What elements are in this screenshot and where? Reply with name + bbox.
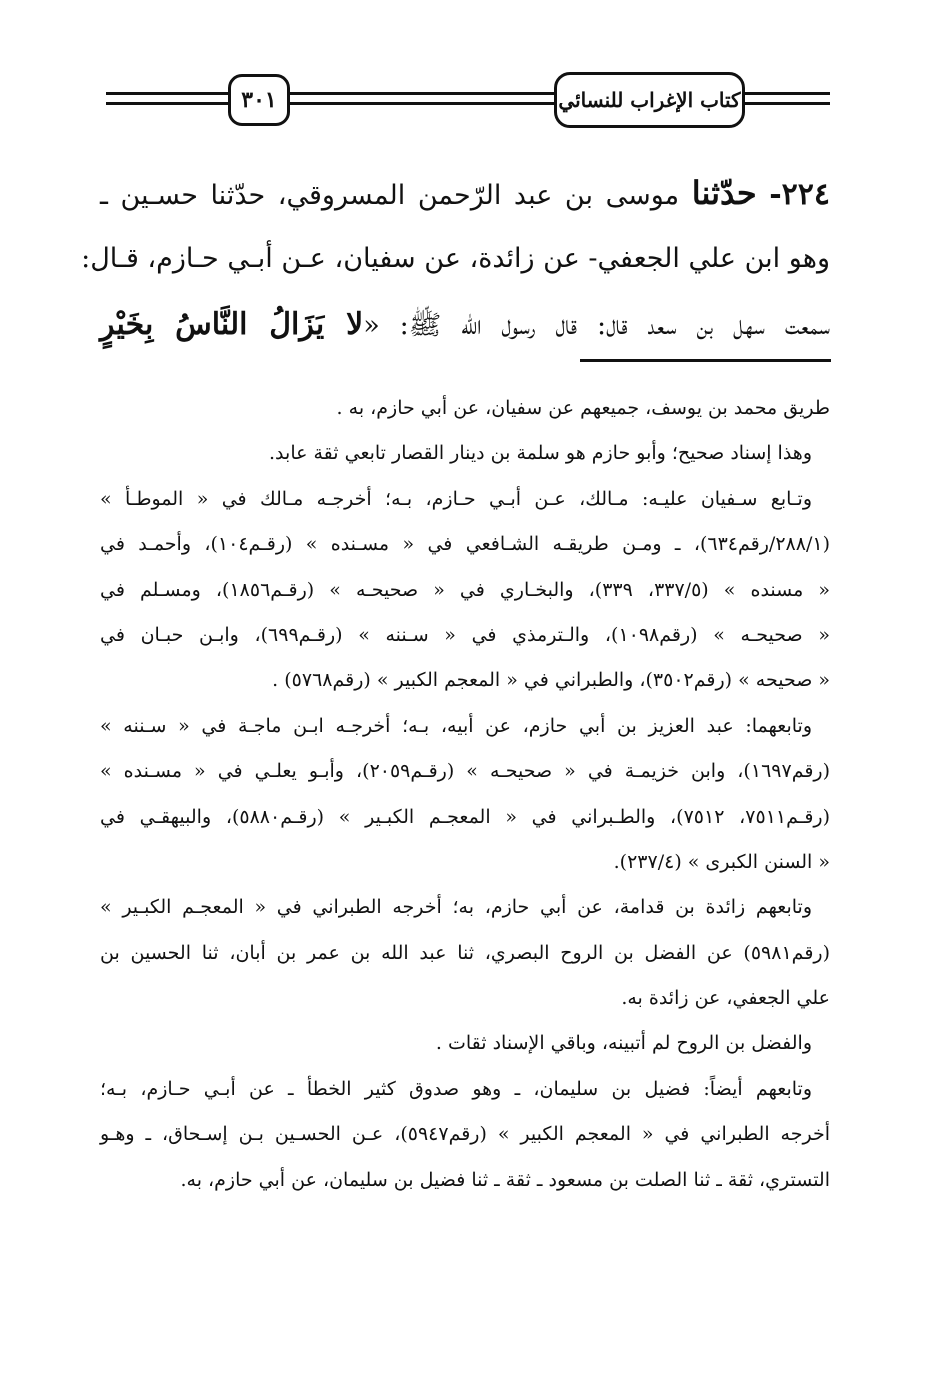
footnote-line: التستري، ثقة ـ ثنا الصلت بن مسعود ـ ثقة ـ ثنا فضيل بن سليمان، عن أبي حازم، به. [180, 1168, 830, 1191]
hadith-text [81, 160, 830, 358]
footnote-line: « صحيحـه » (رقم١٠٩٨)، والـترمذي في « سـننه » (رقـم٦٩٩)، وابـن حبـان في [100, 623, 830, 646]
page-number: ٣٠١ [241, 87, 277, 113]
hadith-matn: لا يَزَالُ النَّاسُ بِخَيْرٍ [100, 307, 364, 342]
footnote-line: (رقـم٧٥١١، ٧٥١٢)، والطـبراني في « المعجـم الكبـير » (رقـم٥٨٨٠)، والبيهقـي في [100, 805, 830, 828]
hadith-line-3-start: سمعت سهل بن سعد قال: قال رسول الله ﷺ: « [363, 310, 830, 341]
book-title-box [554, 72, 745, 128]
page-number-box [228, 74, 290, 126]
footnote-line: وتابعهم أيضاً: فضيل بن سليمان، ـ وهو صدوق كثير الخطأ ـ عن أبـي حـازم، بـه؛ [100, 1077, 812, 1100]
footnote-line: وتابعهما: عبد العزيز بن أبي حازم، عن أبيه، بـه؛ أخرجـه ابـن ماجـة في « سـننه » [100, 714, 812, 737]
footnote-line: (رقم١٦٩٧)، وابن خزيمـة في « صحيحـه » (رقـم٢٠٥٩)، وأبـو يعلـي في « مسـنده » [100, 760, 831, 783]
footnote-line: علي الجعفي، عن زائدة به. [621, 987, 830, 1010]
footnote-line: أخرجه الطبراني في « المعجم الكبير » (رقم٥٩٤٧)، عـن الحسـين بـن إسـحاق، ـ وهـو [100, 1123, 830, 1146]
footnote-line: وتابعهم زائدة بن قدامة، عن أبي حازم، به؛ أخرجه الطبراني في « المعجـم الكبـير » [100, 896, 812, 919]
footnote-line: والفضل بن الروح لم أتبينه، وباقي الإسناد ثقات . [435, 1032, 812, 1055]
footnote-line: « السنن الكبرى » (٢٣٧/٤). [613, 850, 830, 873]
footnote-line: « صحيحه » (رقم٣٥٠٢)، والطبراني في « المعجم الكبير » (رقم٥٧٦٨) . [272, 669, 830, 692]
footnote-separator [580, 359, 831, 362]
footnote-line: وتـابع سـفيان عليـه: مـالك، عـن أبـي حـازم، بـه؛ أخرجـه مـالك في « الموطـأ » [100, 487, 812, 510]
footnote-line: (رقم٥٩٨١) عن الفضل بن الروح البصري، ثنا عبد الله بن عمر بن أبان، ثنا الحسين بن [100, 941, 830, 964]
book-title: كتاب الإغراب للنسائي [558, 88, 741, 112]
haddathana-word: حدّثنا [691, 174, 757, 212]
footnotes [100, 386, 830, 1203]
hadith-number: ٢٢٤- [769, 177, 830, 212]
hadith-line-3 [100, 292, 830, 358]
footnote-line: طريق محمد بن يوسف، جميعهم عن سفيان، عن أبي حازم، به . [336, 397, 830, 419]
hadith-line-1 [100, 160, 830, 226]
footnote-line: (٢٨٨/١/رقم٦٣٤)، ـ ومـن طريقـه الشـافعي في « مسـنده » (رقـم١٠٤)، وأحمـد في [100, 533, 830, 556]
footnote-line: وهذا إسناد صحيح؛ وأبو حازم هو سلمة بن دينار القصار تابعي ثقة عابد. [269, 442, 812, 465]
hadith-line-2: وهو ابن علي الجعفي- عن زائدة، عن سفيان، عـن أبـي حـازم، قـال: [81, 243, 830, 274]
footnote-line: « مسنده » (٣٣٧/٥، ٣٣٩)، والبخـاري في « صحيحـه » (رقـم١٨٥٦)، ومسـلم في [100, 578, 831, 601]
hadith-line-1-rest: موسى بن عبد الرّحمن المسروقي، حدّثنا حسـين ـ [100, 180, 680, 211]
